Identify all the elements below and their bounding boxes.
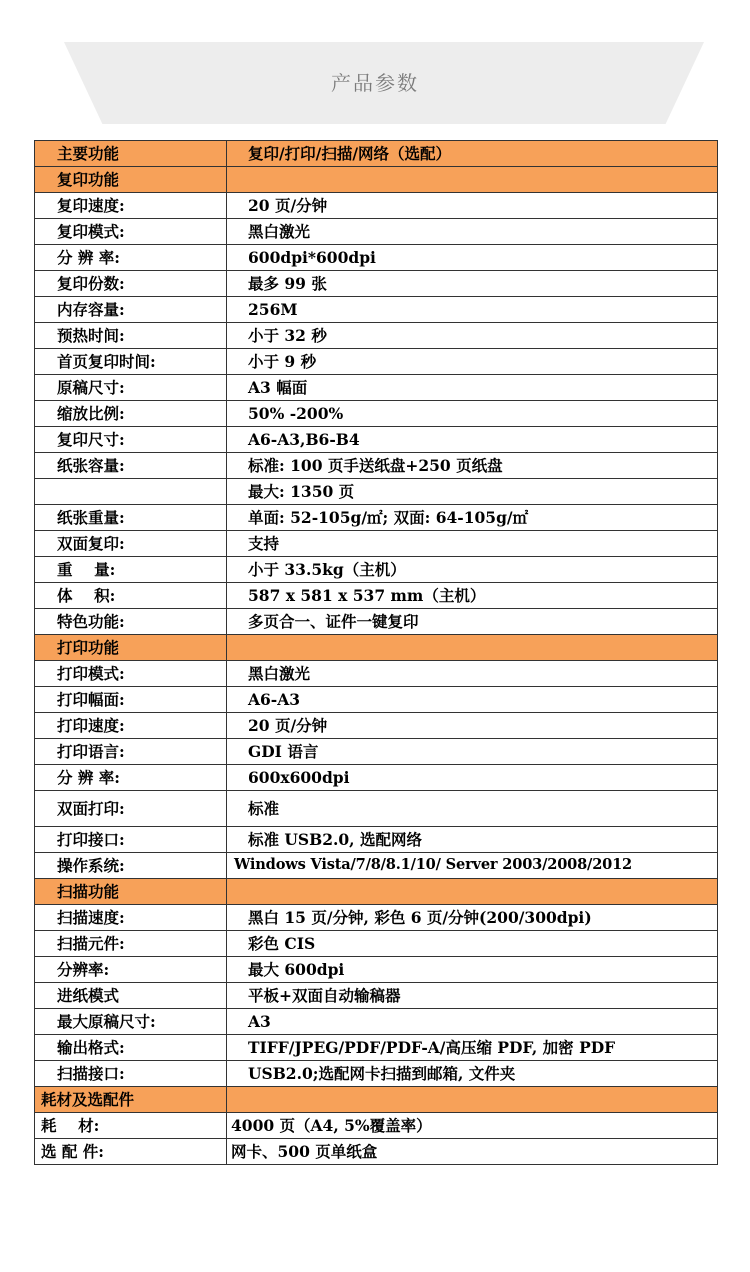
spec-table <box>34 140 718 1165</box>
spec-value: 最大 600dpi <box>227 957 718 983</box>
spec-label: 纸张容量: <box>35 453 227 479</box>
spec-value: Windows Vista/7/8/8.1/10/ Server 2003/2008/2012 <box>227 853 718 879</box>
table-row <box>35 713 718 739</box>
table-row <box>35 983 718 1009</box>
spec-value: A3 <box>227 1009 718 1035</box>
header-value: 复印/打印/扫描/网络（选配） <box>227 141 718 167</box>
spec-label: 预热时间: <box>35 323 227 349</box>
table-row <box>35 931 718 957</box>
spec-value: 600dpi*600dpi <box>227 245 718 271</box>
spec-label: 复印模式: <box>35 219 227 245</box>
spec-value: A6-A3,B6-B4 <box>227 427 718 453</box>
table-row <box>35 453 718 479</box>
spec-value: 黑白激光 <box>227 219 718 245</box>
spec-label: 重 量: <box>35 557 227 583</box>
table-row <box>35 505 718 531</box>
spec-value: 标准: 100 页手送纸盘+250 页纸盘 <box>227 453 718 479</box>
spec-label: 缩放比例: <box>35 401 227 427</box>
spec-label: 最大原稿尺寸: <box>35 1009 227 1035</box>
header-label: 主要功能 <box>35 141 227 167</box>
section-row <box>35 635 718 661</box>
spec-value: 最大: 1350 页 <box>227 479 718 505</box>
table-row <box>35 957 718 983</box>
spec-value: 单面: 52-105g/㎡; 双面: 64-105g/㎡ <box>227 505 718 531</box>
spec-label: 打印语言: <box>35 739 227 765</box>
spec-value: 20 页/分钟 <box>227 713 718 739</box>
spec-label: 分辨率: <box>35 957 227 983</box>
table-row <box>35 1009 718 1035</box>
spec-label: 特色功能: <box>35 609 227 635</box>
spec-value: 最多 99 张 <box>227 271 718 297</box>
spec-value <box>227 879 718 905</box>
spec-label: 复印尺寸: <box>35 427 227 453</box>
spec-label <box>35 479 227 505</box>
spec-label: 双面打印: <box>35 791 227 827</box>
section-title: 打印功能 <box>35 635 227 661</box>
spec-label: 输出格式: <box>35 1035 227 1061</box>
table-row <box>35 791 718 827</box>
section-title: 复印功能 <box>35 167 227 193</box>
spec-value: 256M <box>227 297 718 323</box>
table-row <box>35 193 718 219</box>
section-row <box>35 1087 718 1113</box>
spec-label: 扫描速度: <box>35 905 227 931</box>
spec-label: 操作系统: <box>35 853 227 879</box>
spec-label: 打印接口: <box>35 827 227 853</box>
table-row <box>35 271 718 297</box>
spec-label: 进纸模式 <box>35 983 227 1009</box>
table-row <box>35 479 718 505</box>
table-row <box>35 853 718 879</box>
spec-value: 小于 9 秒 <box>227 349 718 375</box>
table-row <box>35 1035 718 1061</box>
spec-value: 20 页/分钟 <box>227 193 718 219</box>
table-row <box>35 661 718 687</box>
spec-value: 黑白激光 <box>227 661 718 687</box>
spec-value: 平板+双面自动输稿器 <box>227 983 718 1009</box>
table-row <box>35 401 718 427</box>
spec-label: 首页复印时间: <box>35 349 227 375</box>
spec-label: 打印模式: <box>35 661 227 687</box>
spec-label: 扫描接口: <box>35 1061 227 1087</box>
spec-value: TIFF/JPEG/PDF/PDF-A/高压缩 PDF, 加密 PDF <box>227 1035 718 1061</box>
table-row <box>35 765 718 791</box>
table-row <box>35 375 718 401</box>
spec-value: A6-A3 <box>227 687 718 713</box>
spec-label: 扫描元件: <box>35 931 227 957</box>
spec-value: 4000 页（A4, 5%覆盖率） <box>227 1113 718 1139</box>
section-row <box>35 879 718 905</box>
spec-value: 支持 <box>227 531 718 557</box>
table-row <box>35 557 718 583</box>
table-row <box>35 297 718 323</box>
spec-label: 纸张重量: <box>35 505 227 531</box>
page-title: 产品参数 <box>331 71 419 95</box>
spec-label: 打印速度: <box>35 713 227 739</box>
section-title: 扫描功能 <box>35 879 227 905</box>
spec-value: 587 x 581 x 537 mm（主机） <box>227 583 718 609</box>
spec-label: 内存容量: <box>35 297 227 323</box>
spec-value: USB2.0;选配网卡扫描到邮箱, 文件夹 <box>227 1061 718 1087</box>
spec-label: 耗 材: <box>35 1113 227 1139</box>
spec-value: 标准 USB2.0, 选配网络 <box>227 827 718 853</box>
table-row <box>35 219 718 245</box>
section-row <box>35 167 718 193</box>
spec-label: 复印速度: <box>35 193 227 219</box>
spec-value <box>227 1087 718 1113</box>
table-row <box>35 687 718 713</box>
spec-value: 多页合一、证件一键复印 <box>227 609 718 635</box>
section-title: 耗材及选配件 <box>35 1087 227 1113</box>
spec-value: 标准 <box>227 791 718 827</box>
spec-value: 小于 33.5kg（主机） <box>227 557 718 583</box>
spec-value: A3 幅面 <box>227 375 718 401</box>
table-row <box>35 349 718 375</box>
table-row <box>35 583 718 609</box>
spec-value: 50% -200% <box>227 401 718 427</box>
table-row <box>35 739 718 765</box>
table-row <box>35 905 718 931</box>
spec-label: 打印幅面: <box>35 687 227 713</box>
table-row <box>35 1139 718 1165</box>
table-row <box>35 245 718 271</box>
spec-value <box>227 635 718 661</box>
spec-value: 小于 32 秒 <box>227 323 718 349</box>
table-row <box>35 323 718 349</box>
table-row <box>35 609 718 635</box>
spec-value: 彩色 CIS <box>227 931 718 957</box>
table-row <box>35 827 718 853</box>
table-header-row <box>35 141 718 167</box>
spec-label: 分 辨 率: <box>35 765 227 791</box>
spec-label: 原稿尺寸: <box>35 375 227 401</box>
table-row <box>35 531 718 557</box>
spec-value: GDI 语言 <box>227 739 718 765</box>
table-row <box>35 1061 718 1087</box>
spec-label: 复印份数: <box>35 271 227 297</box>
spec-value: 600x600dpi <box>227 765 718 791</box>
spec-value <box>227 167 718 193</box>
spec-label: 选 配 件: <box>35 1139 227 1165</box>
spec-value: 网卡、500 页单纸盒 <box>227 1139 718 1165</box>
spec-label: 分 辨 率: <box>35 245 227 271</box>
spec-value: 黑白 15 页/分钟, 彩色 6 页/分钟(200/300dpi) <box>227 905 718 931</box>
table-row <box>35 1113 718 1139</box>
spec-label: 双面复印: <box>35 531 227 557</box>
spec-label: 体 积: <box>35 583 227 609</box>
table-row <box>35 427 718 453</box>
